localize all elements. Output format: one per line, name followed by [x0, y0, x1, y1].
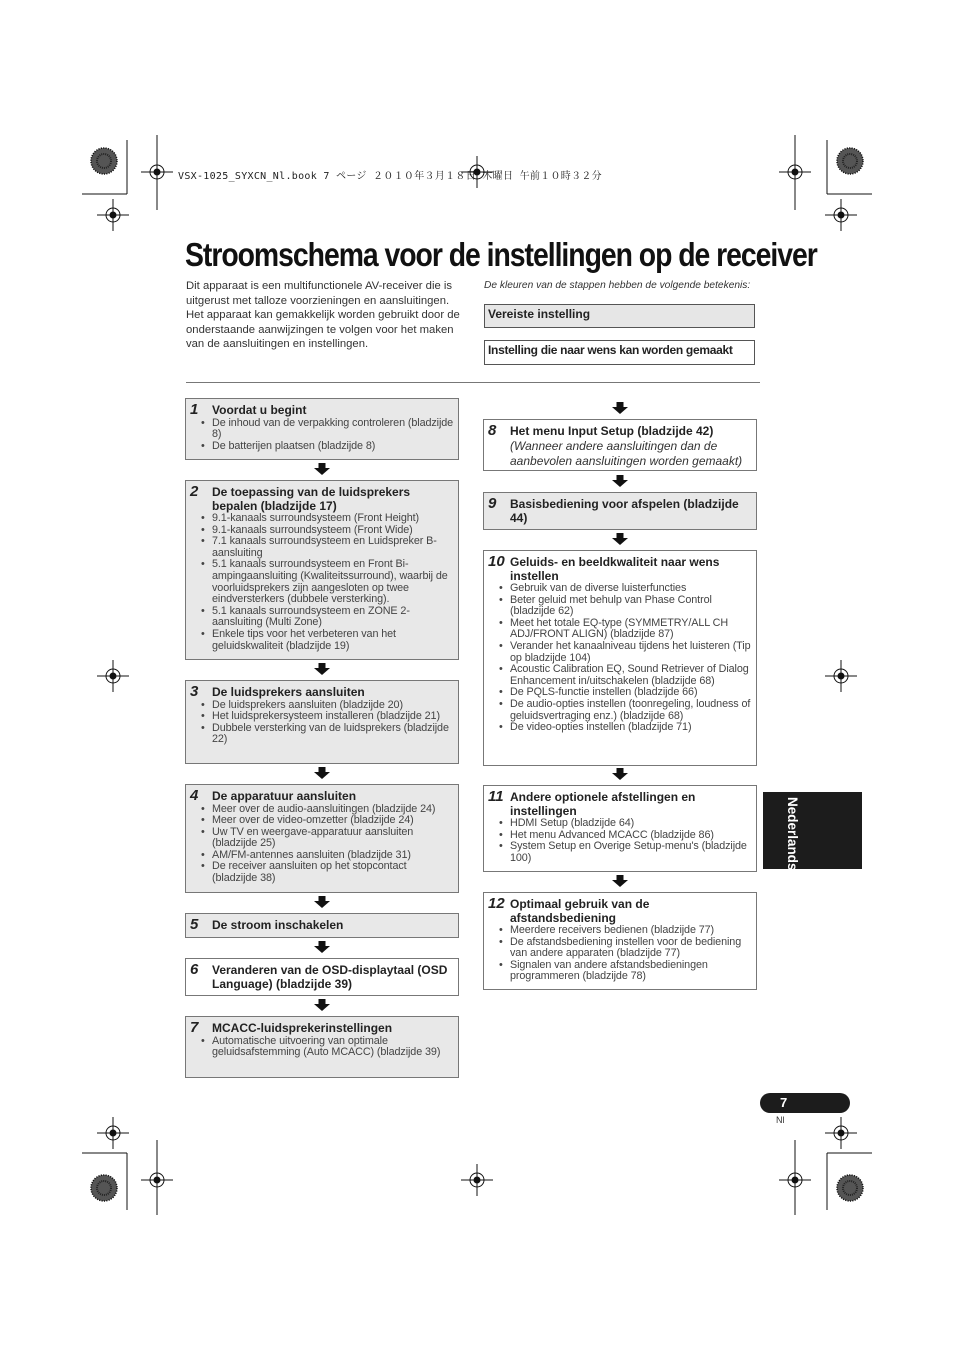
step-title: Geluids- en beeldkwaliteit naar wens instellen	[510, 555, 720, 583]
list-item: • Meer over de video-omzetter (bladzijde 24)	[212, 815, 454, 827]
step-number: 11	[488, 788, 504, 805]
step-12	[483, 892, 757, 990]
list-item: • De luidsprekers aansluiten (bladzijde 20)	[212, 700, 454, 712]
list-item: • HDMI Setup (bladzijde 64)	[510, 818, 752, 830]
arrow-down-icon	[314, 896, 330, 908]
list-item: • Het menu Advanced MCACC (bladzijde 86)	[510, 830, 752, 842]
arrow-down-icon	[314, 463, 330, 475]
list-item: • De PQLS-functie instellen (bladzijde 66)	[510, 687, 752, 699]
intro-text: Dit apparaat is een multifunctionele AV-receiver die is uitgerust met talloze voorzieningen en aansluitingen. Het apparaat kan gemakkelijk worden gebruikt door de onderstaande aanwijzingen te volgen voor het maken van de aansluitingen en instellingen.	[186, 280, 460, 350]
step-title: De toepassing van de luidsprekers bepalen (bladzijde 17)	[212, 485, 411, 513]
step-number: 1	[190, 401, 199, 418]
step-9	[483, 492, 757, 530]
divider	[186, 382, 760, 383]
step-10	[483, 550, 757, 766]
step-title: Voordat u begint	[212, 403, 307, 417]
step-2	[185, 480, 459, 660]
list-item: • Meerdere receivers bedienen (bladzijde 77)	[510, 925, 752, 937]
list-item: • De audio-opties instellen (toonregeling, loudness of geluidsvertraging enz.) (bladzijde 68)	[510, 699, 752, 722]
arrow-down-icon	[314, 767, 330, 779]
list-item: • 5.1 kanaals surroundsysteem en Front Bi-ampingaansluiting (Kwaliteitssurround), waarbij de voorluidsprekers zijn aangesloten op twee eindversterkers (dubbele versterking).	[212, 559, 454, 605]
list-item: • 9.1-kanaals surroundsysteem (Front Wide)	[212, 525, 454, 537]
list-item: • Signalen van andere afstandsbedieningen programmeren (bladzijde 78)	[510, 960, 752, 983]
legend-optional: Instelling die naar wens kan worden gemaakt	[484, 340, 755, 365]
print-header: VSX-1025_SYXCN_Nl.book 7 ページ ２０１０年３月１８日 木曜日 午前１０時３２分	[178, 171, 602, 182]
list-item: • 5.1 kanaals surroundsysteem en ZONE 2-aansluiting (Multi Zone)	[212, 606, 454, 629]
step-title: Optimaal gebruik van de afstandsbediening	[510, 897, 650, 925]
arrow-down-icon	[612, 402, 628, 414]
step-number: 10	[488, 553, 505, 570]
step-note: (Wanneer andere aansluitingen dan de aanbevolen aansluitingen worden gemaakt)	[510, 438, 743, 468]
step-title: Basisbediening voor afspelen (bladzijde 44)	[510, 497, 739, 525]
step-number: 2	[190, 483, 199, 500]
list-item: • De inhoud van de verpakking controleren (bladzijde 8)	[212, 418, 454, 441]
list-item: • Beter geluid met behulp van Phase Control (bladzijde 62)	[510, 595, 752, 618]
language-tab	[763, 792, 862, 869]
list-item: • Automatische uitvoering van optimale geluidsafstemming (Auto MCACC) (bladzijde 39)	[212, 1036, 454, 1059]
step-number: 5	[190, 916, 199, 933]
list-item: • Dubbele versterking van de luidsprekers (bladzijde 22)	[212, 723, 454, 746]
page-number: 7	[760, 1093, 850, 1113]
list-item: • Het luidsprekersysteem installeren (bladzijde 21)	[212, 711, 454, 723]
list-item: • De afstandsbediening instellen voor de bediening van andere apparaten (bladzijde 77)	[510, 937, 752, 960]
step-number: 9	[488, 495, 497, 512]
legend-required: Vereiste instelling	[484, 304, 755, 328]
step-title: De stroom inschakelen	[212, 918, 344, 932]
list-item: • Acoustic Calibration EQ, Sound Retriever of Dialog Enhancement in/uitschakelen (bladzijde 68)	[510, 664, 752, 687]
arrow-down-icon	[612, 875, 628, 887]
step-number: 8	[488, 422, 497, 439]
step-3	[185, 680, 459, 764]
list-item: • De batterijen plaatsen (bladzijde 8)	[212, 441, 454, 453]
step-title: MCACC-luidsprekerinstellingen	[212, 1021, 393, 1035]
step-title: De luidsprekers aansluiten	[212, 685, 365, 699]
arrow-down-icon	[612, 768, 628, 780]
step-number: 4	[190, 787, 199, 804]
list-item: • De video-opties instellen (bladzijde 71)	[510, 722, 752, 734]
step-number: 12	[488, 895, 505, 912]
list-item: • AM/FM-antennes aansluiten (bladzijde 31)	[212, 850, 454, 862]
step-5	[185, 913, 459, 938]
list-item: • De receiver aansluiten op het stopcontact (bladzijde 38)	[212, 861, 454, 884]
page-language: Nl	[776, 1115, 785, 1125]
list-item: • Verander het kanaalniveau tijdens het luisteren (Tip op bladzijde 104)	[510, 641, 752, 664]
list-item: • Meer over de audio-aansluitingen (bladzijde 24)	[212, 804, 454, 816]
step-number: 6	[190, 961, 199, 978]
list-item: • 7.1 kanaals surroundsysteem en Luidspreker B-aansluiting	[212, 536, 454, 559]
step-4	[185, 784, 459, 893]
step-1	[185, 398, 459, 460]
step-8	[483, 419, 757, 471]
step-6	[185, 958, 459, 996]
list-item: • System Setup en Overige Setup-menu's (bladzijde 100)	[510, 841, 752, 864]
step-number: 3	[190, 683, 199, 700]
step-7	[185, 1016, 459, 1078]
list-item: • Uw TV en weergave-apparatuur aansluiten (bladzijde 25)	[212, 827, 454, 850]
arrow-down-icon	[314, 663, 330, 675]
step-title: Het menu Input Setup (bladzijde 42)	[510, 424, 714, 438]
step-title: Veranderen van de OSD-displaytaal (OSD Language) (bladzijde 39)	[212, 963, 448, 991]
language-tab-label: Nederlands	[785, 797, 800, 871]
legend-caption: De kleuren van de stappen hebben de volgende betekenis:	[484, 280, 751, 291]
step-title: Andere optionele afstellingen en instellingen	[510, 790, 696, 818]
arrow-down-icon	[612, 533, 628, 545]
list-item: • 9.1-kanaals surroundsysteem (Front Height)	[212, 513, 454, 525]
arrow-down-icon	[314, 999, 330, 1011]
step-title: De apparatuur aansluiten	[212, 789, 357, 803]
step-11	[483, 785, 757, 872]
list-item: • Gebruik van de diverse luisterfuncties	[510, 583, 752, 595]
arrow-down-icon	[612, 475, 628, 487]
page-title: Stroomschema voor de instellingen op de receiver	[185, 236, 817, 273]
step-number: 7	[190, 1019, 199, 1036]
list-item: • Enkele tips voor het verbeteren van het geluidskwaliteit (bladzijde 19)	[212, 629, 454, 652]
arrow-down-icon	[314, 941, 330, 953]
list-item: • Meet het totale EQ-type (SYMMETRY/ALL CH ADJ/FRONT ALIGN) (bladzijde 87)	[510, 618, 752, 641]
